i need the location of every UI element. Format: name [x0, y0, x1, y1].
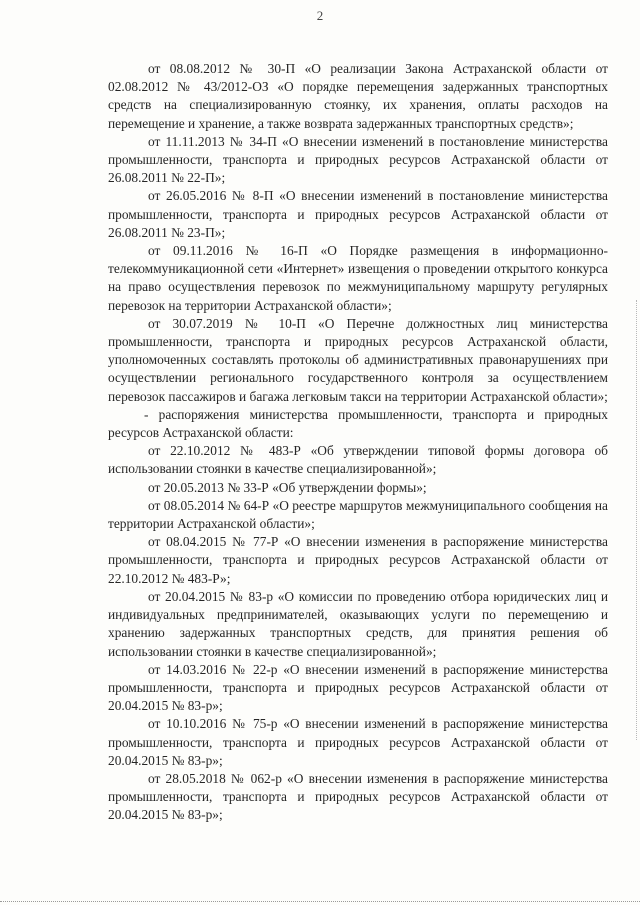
paragraph-rasporyazhenie-483-r: от 22.10.2012 № 483-Р «Об утверждении типовой формы договора об использовании стоянки в качестве специализированной»; — [108, 443, 608, 477]
paragraph-rasporyazhenie-77-r: от 08.04.2015 № 77-Р «О внесении изменения в распоряжение министерства промышленности, транспорта и природных ресурсов Астраханской области от 22.10.2012 № 483-Р»; — [108, 534, 608, 586]
paragraph-postanovlenie-10-p: от 30.07.2019 № 10-П «О Перечне должностных лиц министерства промышленности, транспорта и природных ресурсов Астраханской области, уполномоченных составлять протоколы об административных правонарушениях при осуществлении регионального государственного контроля за осуществлением перевозок пассажиров и багажа легковым такси на территории Астраханской области»; — [108, 315, 608, 404]
paragraph-rasporyazhenie-64-r: от 08.05.2014 № 64-Р «О реестре маршрутов межмуниципального сообщения на территории Астраханской области»; — [108, 497, 608, 532]
paragraph-rasporyazhenie-22-r: от 14.03.2016 № 22-р «О внесении изменений в распоряжение министерства промышленности, транспорта и природных ресурсов Астраханской области от 20.04.2015 № 83-р»; — [108, 661, 608, 714]
page-number: 2 — [316, 8, 324, 23]
paragraph-rasporyazheniya-heading: - распоряжения министерства промышленности, транспорта и природных ресурсов Астраханской области: — [108, 406, 608, 441]
paragraph-postanovlenie-16-p: от 09.11.2016 № 16-П «О Порядке размещения в информационно-телекоммуникационной сети «Интернет» извещения о проведении открытого конкурса на право осуществления перевозок по межмуниципальному маршруту регулярных перевозок на территории Астраханской области»; — [108, 243, 608, 313]
paragraph-postanovlenie-30-p: от 08.08.2012 № 30-П «О реализации Закона Астраханской области от 02.08.2012 № 43/2012-ОЗ «О порядке перемещения задержанных транспортных средств на специализированную стоянку, их хранения, оплаты расходов на перемещение и хранение, а также возврата задержанных транспортных средств»; — [108, 61, 608, 131]
scan-edge-right-divider — [636, 300, 637, 740]
paragraph-rasporyazhenie-33-r: от 20.05.2013 № 33-Р «Об утверждении формы»; — [148, 479, 427, 495]
paragraph-postanovlenie-8-p: от 26.05.2016 № 8-П «О внесении изменений в постановление министерства промышленности, транспорта и природных ресурсов Астраханской области от 26.08.2011 № 23-П»; — [108, 188, 608, 240]
paragraph-rasporyazhenie-83-r: от 20.04.2015 № 83-р «О комиссии по проведению отбора юридических лиц и индивидуальных предпринимателей, оказывающих услуги по перемещению и хранению задержанных транспортных средств, для принятия решения об использовании стоянки в качестве специализированной»; — [108, 588, 608, 659]
paragraph-rasporyazhenie-75-r: от 10.10.2016 № 75-р «О внесении изменений в распоряжение министерства промышленности, транспорта и природных ресурсов Астраханской области от 20.04.2015 № 83-р»; — [108, 716, 608, 768]
scan-edge-bottom-divider — [0, 901, 640, 902]
paragraph-postanovlenie-34-p: от 11.11.2013 № 34-П «О внесении изменений в постановление министерства промышленности, транспорта и природных ресурсов Астраханской области от 26.08.2011 № 22-П»; — [108, 133, 608, 186]
paragraph-rasporyazhenie-062-r: от 28.05.2018 № 062-р «О внесении изменения в распоряжение министерства промышленности, транспорта и природных ресурсов Астраханской области от 20.04.2015 № 83-р»; — [108, 770, 608, 823]
document-body — [108, 60, 608, 825]
